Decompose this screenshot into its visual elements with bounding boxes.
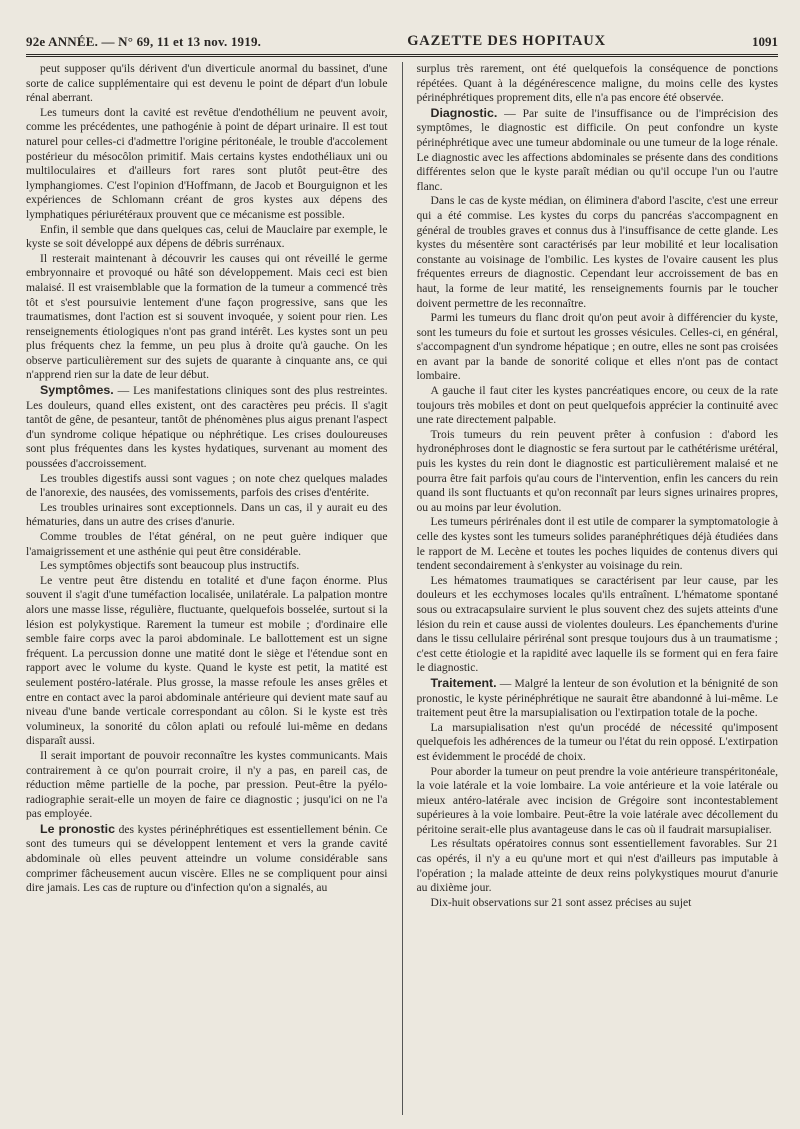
paragraph-text: La marsupialisation n'est qu'un procédé de nécessité qu'imposent quelquefois les adhérences de la tumeur ou l'état du rein opposé. L'extirpation est évidemment le procédé de choix. <box>416 720 778 763</box>
paragraph-text: Les hématomes traumatiques se caractérisent par leur cause, par les douleurs et les ecchymoses locales qu'ils entraînent. L'hématome spontané sous ou extracapsulaire survient le plus souvent chez des sujets atteints d'une lésion du rein et cause aussi de violentes douleurs. Les épanchements d'urine dans le tissu cellulaire périrénal sont presque toujours dus à un traumatisme ; c'est cette étiologie et la rapidité avec laquelle ils se forment qui en fera faire le diagnostic. <box>416 573 778 675</box>
left-column <box>26 62 388 1115</box>
paragraph-text: — Les manifestations cliniques sont des plus restreintes. Les douleurs, quand elles existent, ont des caractères peu précis. Il s'agit tantôt de gêne, de pesanteur, tantôt de phénomènes plus aigus prenant l'aspect d'un syndrome colique hépatique ou néphrétique. Les crises douloureuses sont plus fréquentes dans les kystes hydatiques, survenant au moment des poussées d'accroissement. <box>26 384 388 471</box>
paragraph-text: Parmi les tumeurs du flanc droit qu'on peut avoir à différencier du kyste, sont les tumeurs du foie et surtout les grosses vésicules. Celles-ci, en général, s'accompagnent d'un syndrome hépatique ; en outre, elles ne sont pas croisées en avant par la bande de sonorité colique et elles n'ont pas de contact lombaire. <box>416 311 778 383</box>
section-heading: Traitement. <box>430 675 497 690</box>
paragraph-text: Les résultats opératoires connus sont essentiellement favorables. Sur 21 cas opérés, il n'y a eu qu'une mort et qui n'est d'ailleurs pas imputable à l'opération ; la malade atteinte de deux reins polykystiques mourut d'anurie au dixième jour. <box>416 837 778 895</box>
paragraph <box>26 822 388 896</box>
paragraph <box>26 252 388 383</box>
text-columns <box>26 62 778 1115</box>
issue-info: 92e ANNÉE. — N° 69, 11 et 13 nov. 1919. <box>26 34 262 49</box>
paragraph-text: — Par suite de l'insuffisance ou de l'imprécision des symptômes, le diagnostic est difficile. On peut confondre un kyste périnéphrétique avec une tumeur abdominale ou une tumeur de la loge rénale. Le diagnostic avec les affections abdominales se présente dans des conditions différentes selon que le kyste paraît médian ou qu'il occupe l'un ou l'autre flanc. <box>416 106 778 193</box>
paragraph-text: — Malgré la lenteur de son évolution et la bénignité de son pronostic, le kyste périnéphrétique ne saurait être abandonné à lui-même. Le traitement peut être la marsupialisation ou l'extirpation totale de la poche. <box>416 676 778 720</box>
paragraph <box>26 574 388 749</box>
paragraph-text: Les tumeurs dont la cavité est revêtue d'endothélium ne peuvent avoir, comme les précédentes, une pathogénie à point de départ urinaire. Il est tout naturel pour celles-ci d'admettre l'origine péritonéale, le trouble d'accolement postérieur du mésocôlon primitif. Mais certains kystes endothéliaux uni ou multiloculaires et d'ailleurs fort rares sont plutôt peut-être des lymphangiomes. C'est l'opinion d'Hoffmann, de Jacob et Bourguignon et les expériences de Schlomann créant de gros kystes aux dépens des lymphatiques périurétéraux prouvent que ce mécanisme est possible. <box>26 105 388 221</box>
paragraph-text: Il serait important de pouvoir reconnaître les kystes communicants. Mais contrairement à ce qu'on pourrait croire, il n'y a pas, en pareil cas, de réduction même partielle de la poche, par pression. Peut-être la pyélo-radiographie serait-elle un moyen de faire ce diagnostic ; jusqu'ici on ne l'a pas employée. <box>26 748 388 821</box>
paragraph <box>417 837 779 895</box>
paragraph <box>26 383 388 472</box>
paragraph <box>417 194 779 311</box>
paragraph <box>26 223 388 252</box>
paragraph <box>417 574 779 676</box>
page-header <box>26 20 778 57</box>
section-heading: Le pronostic <box>40 821 116 836</box>
paragraph <box>417 62 779 106</box>
paragraph-text: A gauche il faut citer les kystes pancréatiques encore, ou ceux de la rate toujours très mobiles et dont on peut quelquefois apprécier la continuité avec une rate directement palpable. <box>416 384 778 427</box>
paragraph <box>26 472 388 501</box>
column-divider <box>402 62 403 1115</box>
paragraph-text: Les symptômes objectifs sont beaucoup plus instructifs. <box>40 559 300 573</box>
paragraph <box>26 501 388 530</box>
paragraph-text: Les tumeurs périrénales dont il est utile de comparer la symptomatologie à celle des kystes sont les tumeurs solides paranéphrétiques déjà étudiées dans le rapport de M. Lecène et toutes les poches liquides de contenus divers qui tendent secondairement à s'enkyster au voisinage du rein. <box>416 515 778 573</box>
paragraph <box>417 515 779 573</box>
paragraph-text: Enfin, il semble que dans quelques cas, celui de Mauclaire par exemple, le kyste se soit développé aux dépens de débris surrénaux. <box>26 222 388 251</box>
paragraph-text: Il resterait maintenant à découvrir les causes qui ont réveillé le germe embryonnaire et provoqué ou hâté son développement. Mais ceci est bien malaisé. Il est vraisemblable que la formation de la tumeur a commencé très tôt et s'est poursuivie lentement d'une façon progressive, sans que les traumatismes, dont l'action est si souvent invoquée, y soient pour rien. Les renseignements étiologiques n'ont pas grand intérêt. Les kystes sont un peu plus fréquents chez la femme, un peu plus à droite qu'à gauche. On les observe particulièrement sur des sujets de quarante à cinquante ans, ce qui n'apprend rien sur la date de leur début. <box>26 251 388 382</box>
paragraph <box>417 676 779 721</box>
paragraph-text: des kystes périnéphrétiques est essentiellement bénin. Ce sont des tumeurs qui se développent lentement et vers la grande cavité abdominale où elles peuvent atteindre un volume considérable sans comprimer fâcheusement aucun viscère. Elles ne se compliquent pour ainsi dire jamais. Les cas de rupture ou d'infection qu'on a signalés, au <box>26 822 388 895</box>
paragraph-text: peut supposer qu'ils dérivent d'un diverticule anormal du bassinet, d'une sorte de calice supplémentaire qui est devenu le point de départ d'un lobule rénal aberrant. <box>26 62 388 105</box>
right-column <box>417 62 779 1115</box>
paragraph-text: Dans le cas de kyste médian, on éliminera d'abord l'ascite, c'est une erreur qui a été commise. Les kystes du corps du pancréas s'accompagnent en général de troubles graves et connus dus à l'insuffisance de cette glande. Les kystes du mésentère sont caractérisés par leur mobilité et leur localisation constante au voisinage de l'ombilic. Les kystes de l'ovaire causent les plus fréquentes erreurs de diagnostic. Cependant leur accroissement de bas en haut, la forme de leur matité, les renseignements fournis par le toucher doivent permettre de les reconnaître. <box>416 194 778 310</box>
paragraph <box>417 428 779 516</box>
paragraph <box>417 765 779 838</box>
paragraph-text: surplus très rarement, ont été quelquefois la conséquence de ponctions répétées. Quant à la dégénérescence maligne, du moins celle des kystes périnéphrétiques proprement dits, elle n'a pas encore été observée. <box>416 62 778 105</box>
paragraph-text: Le ventre peut être distendu en totalité et d'une façon énorme. Plus souvent il s'agit d'une tuméfaction localisée, unilatérale. La palpation montre alors une masse lisse, régulière, fluctuante, quelquefois bosselée, surtout si la lésion est polykystique. Rarement la tumeur est mobile ; d'ordinaire elle semble faire corps avec la paroi abdominale. Le ballottement est un signe fréquent. La percussion donne une matité dont le siège et l'étendue sont en rapport avec le volume du kyste. Quand le kyste est petit, la matité est seulement postéro-latérale. Plus grosse, la masse refoule les anses grêles et entre en contact avec la paroi abdominale antérieure qui devient mate sauf au niveau d'une bande verticale correspondant au côlon. Si le kyste est très volumineux, la sonorité du côlon aplati ou refoulé lui-même en dedans disparaît aussi. <box>26 573 388 748</box>
paragraph-text: Dix-huit observations sur 21 sont assez précises au sujet <box>430 895 692 909</box>
paragraph <box>417 384 779 428</box>
paragraph <box>26 530 388 559</box>
paragraph-text: Les troubles digestifs aussi sont vagues ; on note chez quelques malades de l'anorexie, des nausées, des vomissements, parfois des crises d'entérite. <box>26 471 388 500</box>
paragraph <box>417 896 779 911</box>
section-heading: Symptômes. <box>40 383 114 398</box>
paragraph-text: Pour aborder la tumeur on peut prendre la voie antérieure transpéritonéale, la voie latérale et la voie lombaire. La voie antérieure et la voie latérale ou mieux antéro-latérale avec incision de Grégoire sont incontestablement supérieures à la voie lombaire. Peut-être la voie latérale avec décollement du péritoine serait-elle plus avantageuse dans le cas où il faudrait marsupialiser. <box>416 764 778 836</box>
paragraph <box>26 106 388 223</box>
paragraph-text: Comme troubles de l'état général, on ne peut guère indiquer que l'amaigrissement et une asthénie qui peut être considérable. <box>26 530 388 558</box>
journal-title: GAZETTE DES HOPITAUX <box>407 33 606 49</box>
paragraph <box>26 559 388 574</box>
section-heading: Diagnostic. <box>430 105 498 120</box>
paragraph <box>417 311 779 384</box>
paragraph <box>26 62 388 106</box>
page-number: 1091 <box>751 34 778 49</box>
paragraph-text: Trois tumeurs du rein peuvent prêter à confusion : d'abord les hydronéphroses dont le diagnostic se fera surtout par le cathétérisme urétéral, puis les kystes du rein dont le diagnostic est particulièrement malaisé et ne pourra être fait parfois qu'au cours de l'intervention, enfin les cancers du rein quand ils sont fluctuants et qu'on reconnaît par leurs signes urinaires propres, ou au moins par leur évolution. <box>416 427 778 514</box>
paragraph <box>417 721 779 765</box>
paragraph <box>417 106 779 195</box>
paragraph-text: Les troubles urinaires sont exceptionnels. Dans un cas, il y aurait eu des hématuries, dans un autre des crises d'anurie. <box>26 500 388 529</box>
paragraph <box>26 749 388 822</box>
